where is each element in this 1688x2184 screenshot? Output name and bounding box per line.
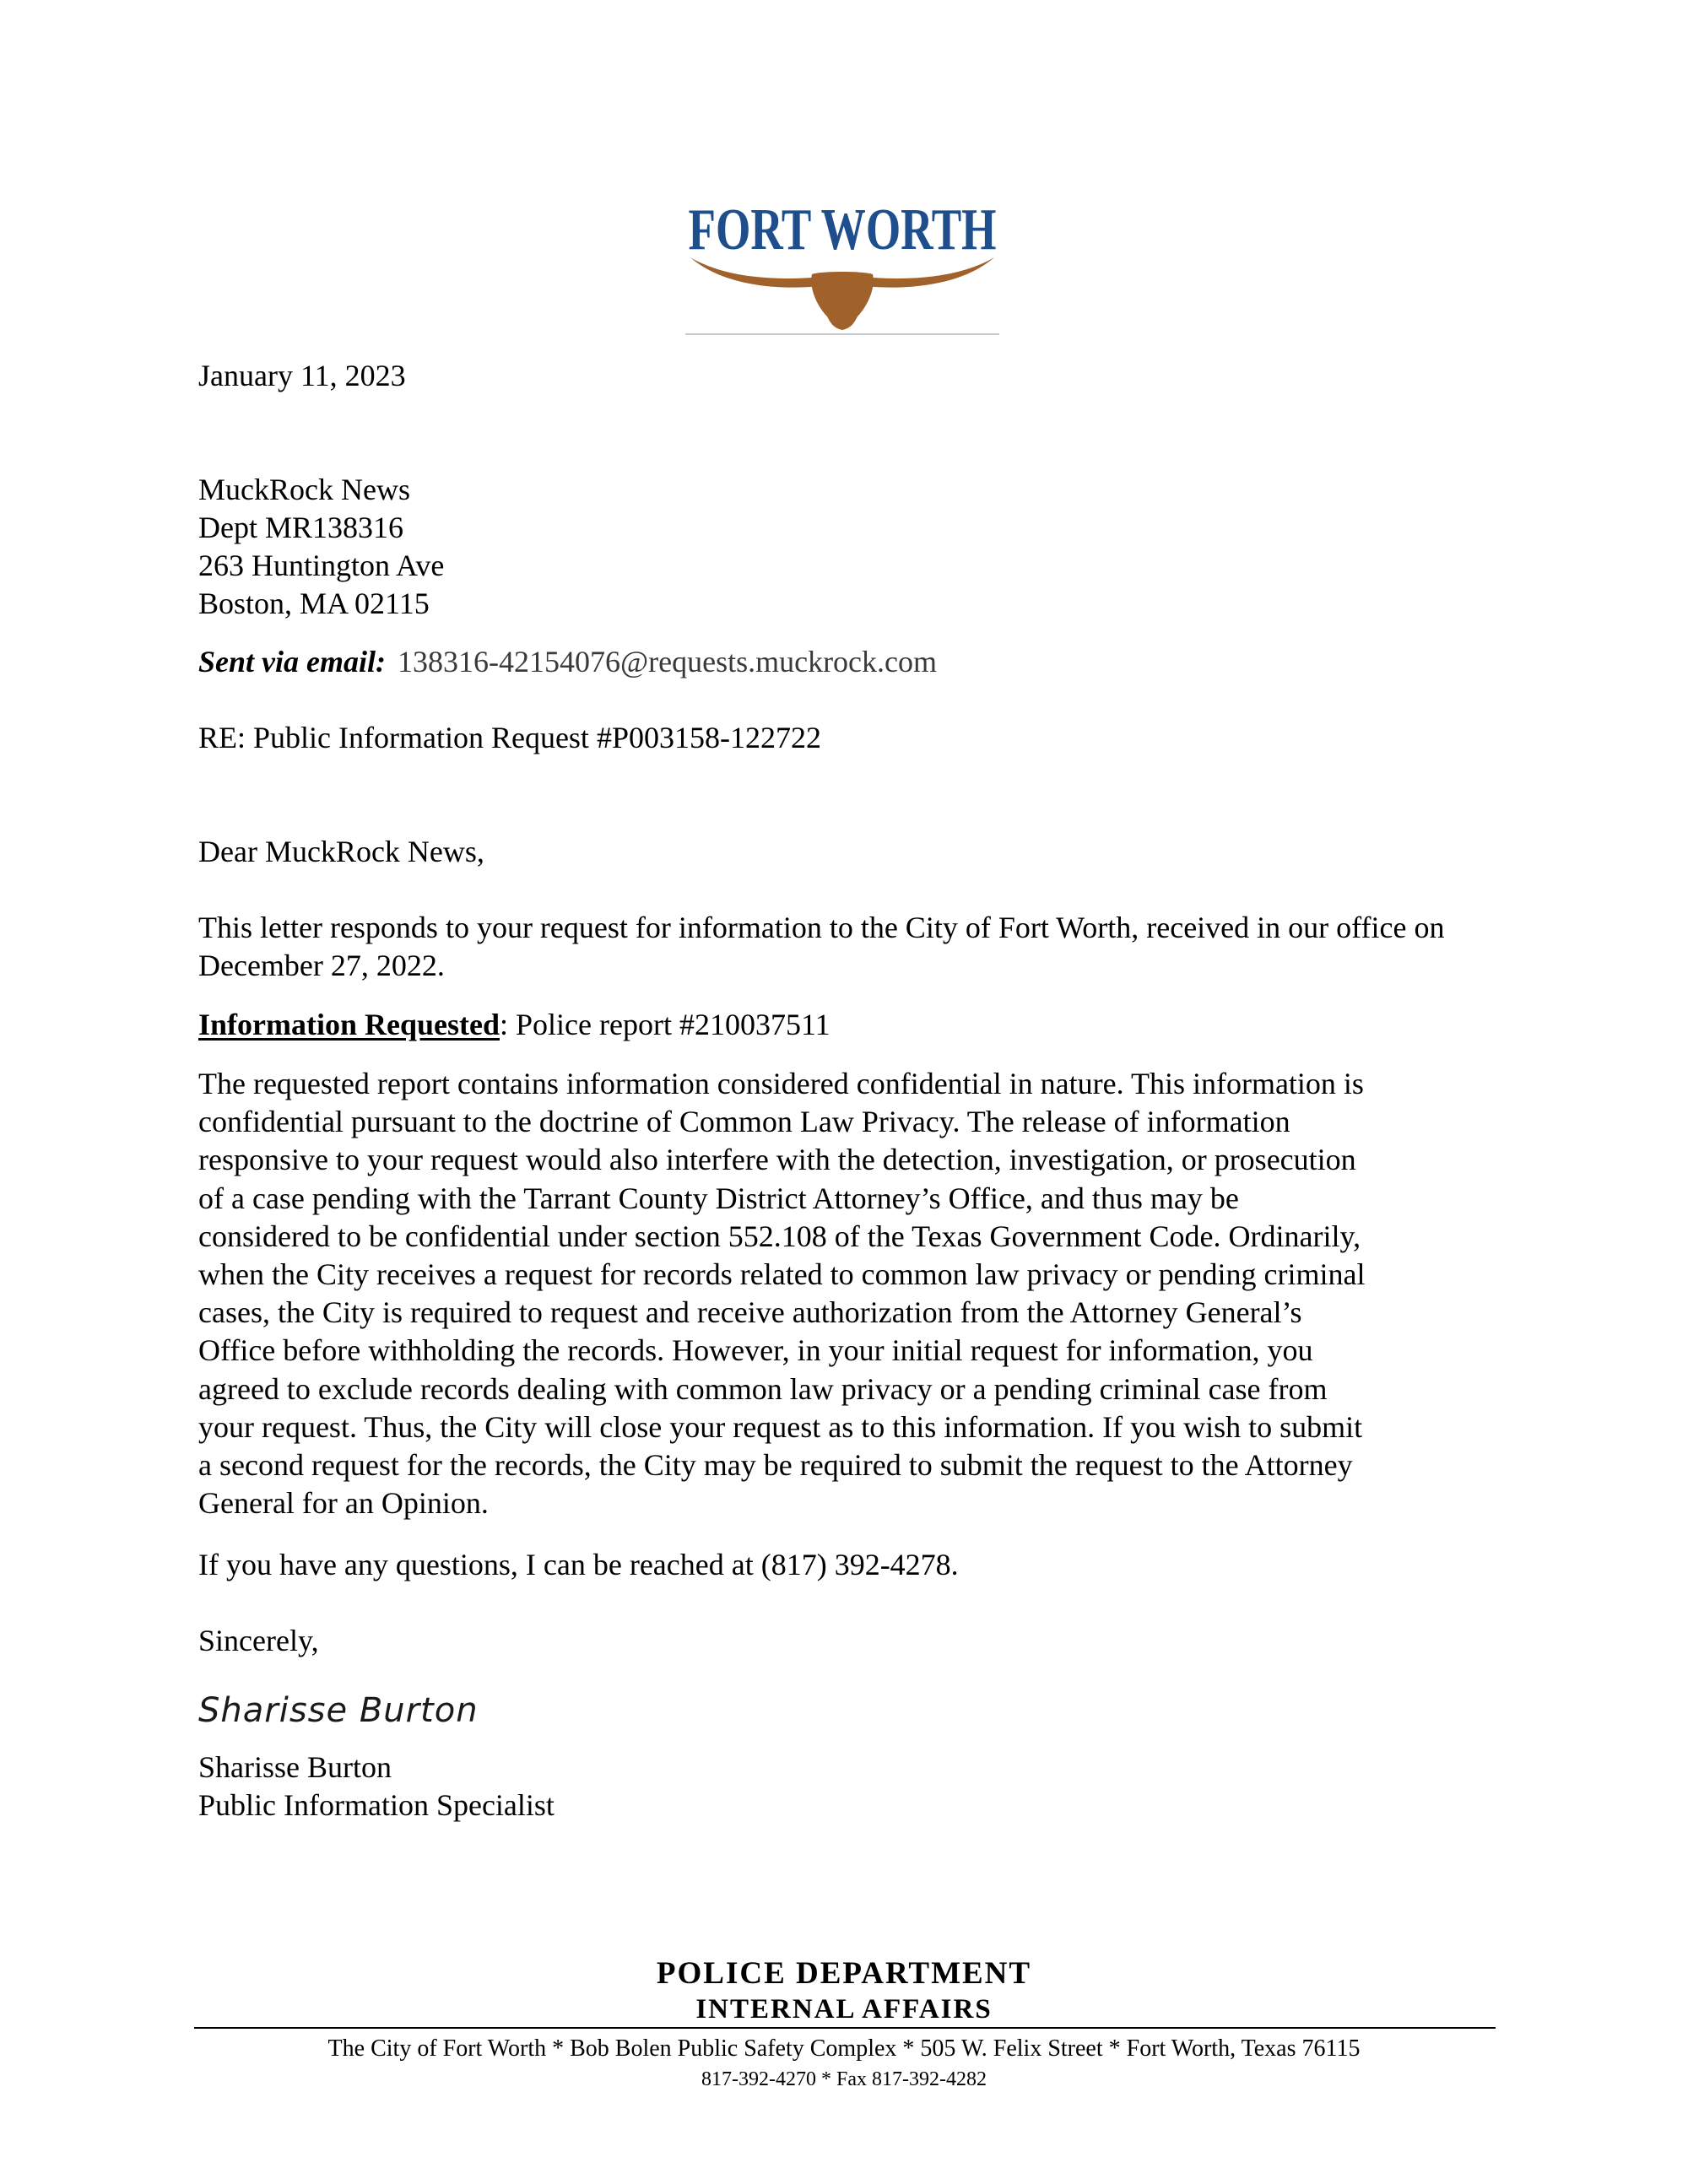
footer-divider <box>194 2027 1496 2029</box>
body-line: agreed to exclude records dealing with common law privacy or a pending criminal case from <box>198 1371 1328 1406</box>
recipient-name: MuckRock News <box>198 473 410 506</box>
information-requested <box>198 1006 830 1044</box>
body-line: Office before withholding the records. However, in your initial request for information, you <box>198 1333 1313 1368</box>
body-line: your request. Thus, the City will close your request as to this information. If you wish to submit <box>198 1409 1363 1444</box>
footer-phone: 817-392-4270 * Fax 817-392-4282 <box>701 2068 987 2090</box>
signer-block <box>198 1749 555 1825</box>
contact-line: If you have any questions, I can be reached at (817) 392-4278. <box>198 1548 959 1581</box>
sent-via-label: Sent via email: <box>198 645 386 678</box>
signer-title: Public Information Specialist <box>198 1788 555 1822</box>
body-line: considered to be confidential under section 552.108 of the Texas Government Code. Ordinarily, <box>198 1219 1361 1253</box>
recipient-street: 263 Huntington Ave <box>198 549 445 582</box>
body-line: The requested report contains information considered confidential in nature. This information is <box>198 1067 1364 1100</box>
body-line: cases, the City is required to request and receive authorization from the Attorney General’s <box>198 1295 1302 1330</box>
handwritten-signature: Sharisse Burton <box>198 1691 479 1730</box>
logo-wordmark: FORT WORTH <box>688 197 997 262</box>
footer-division: INTERNAL AFFAIRS <box>695 1994 993 2025</box>
body-line: of a case pending with the Tarrant County District Attorney’s Office, and thus may be <box>198 1181 1239 1215</box>
salutation: Dear MuckRock News, <box>198 835 484 868</box>
information-requested-label: Information Requested <box>198 1008 500 1041</box>
body-line: responsive to your request would also interfere with the detection, investigation, or prosecution <box>198 1143 1356 1177</box>
footer-address: The City of Fort Worth * Bob Bolen Public Safety Complex * 505 W. Felix Street * Fort Worth, Texas 76115 <box>327 2035 1361 2062</box>
intro-paragraph: This letter responds to your request for information to the City of Fort Worth, received in our office on December 27, 2022. <box>198 911 1445 982</box>
recipient-address <box>198 471 444 623</box>
closing: Sincerely, <box>198 1624 319 1657</box>
body-line: when the City receives a request for records related to common law privacy or pending criminal <box>198 1257 1366 1291</box>
signer-name: Sharisse Burton <box>198 1750 392 1784</box>
body-line: General for an Opinion. <box>198 1486 489 1521</box>
body-line: a second request for the records, the City may be required to submit the request to the Attorney <box>198 1447 1353 1482</box>
body-line: confidential pursuant to the doctrine of Common Law Privacy. The release of information <box>198 1105 1290 1139</box>
re-line: RE: Public Information Request #P003158-122722 <box>198 721 821 754</box>
sent-via-line <box>198 643 937 681</box>
recipient-city: Boston, MA 02115 <box>198 587 430 620</box>
recipient-dept: Dept MR138316 <box>198 511 403 544</box>
fort-worth-logo <box>685 190 999 335</box>
information-requested-value: : Police report #210037511 <box>500 1008 830 1041</box>
sent-via-email: 138316-42154076@requests.muckrock.com <box>397 645 938 678</box>
body-paragraph <box>198 1065 1490 1522</box>
footer-department: POLICE DEPARTMENT <box>656 1956 1032 1991</box>
letter-date: January 11, 2023 <box>198 359 406 392</box>
longhorn-icon <box>690 257 994 330</box>
